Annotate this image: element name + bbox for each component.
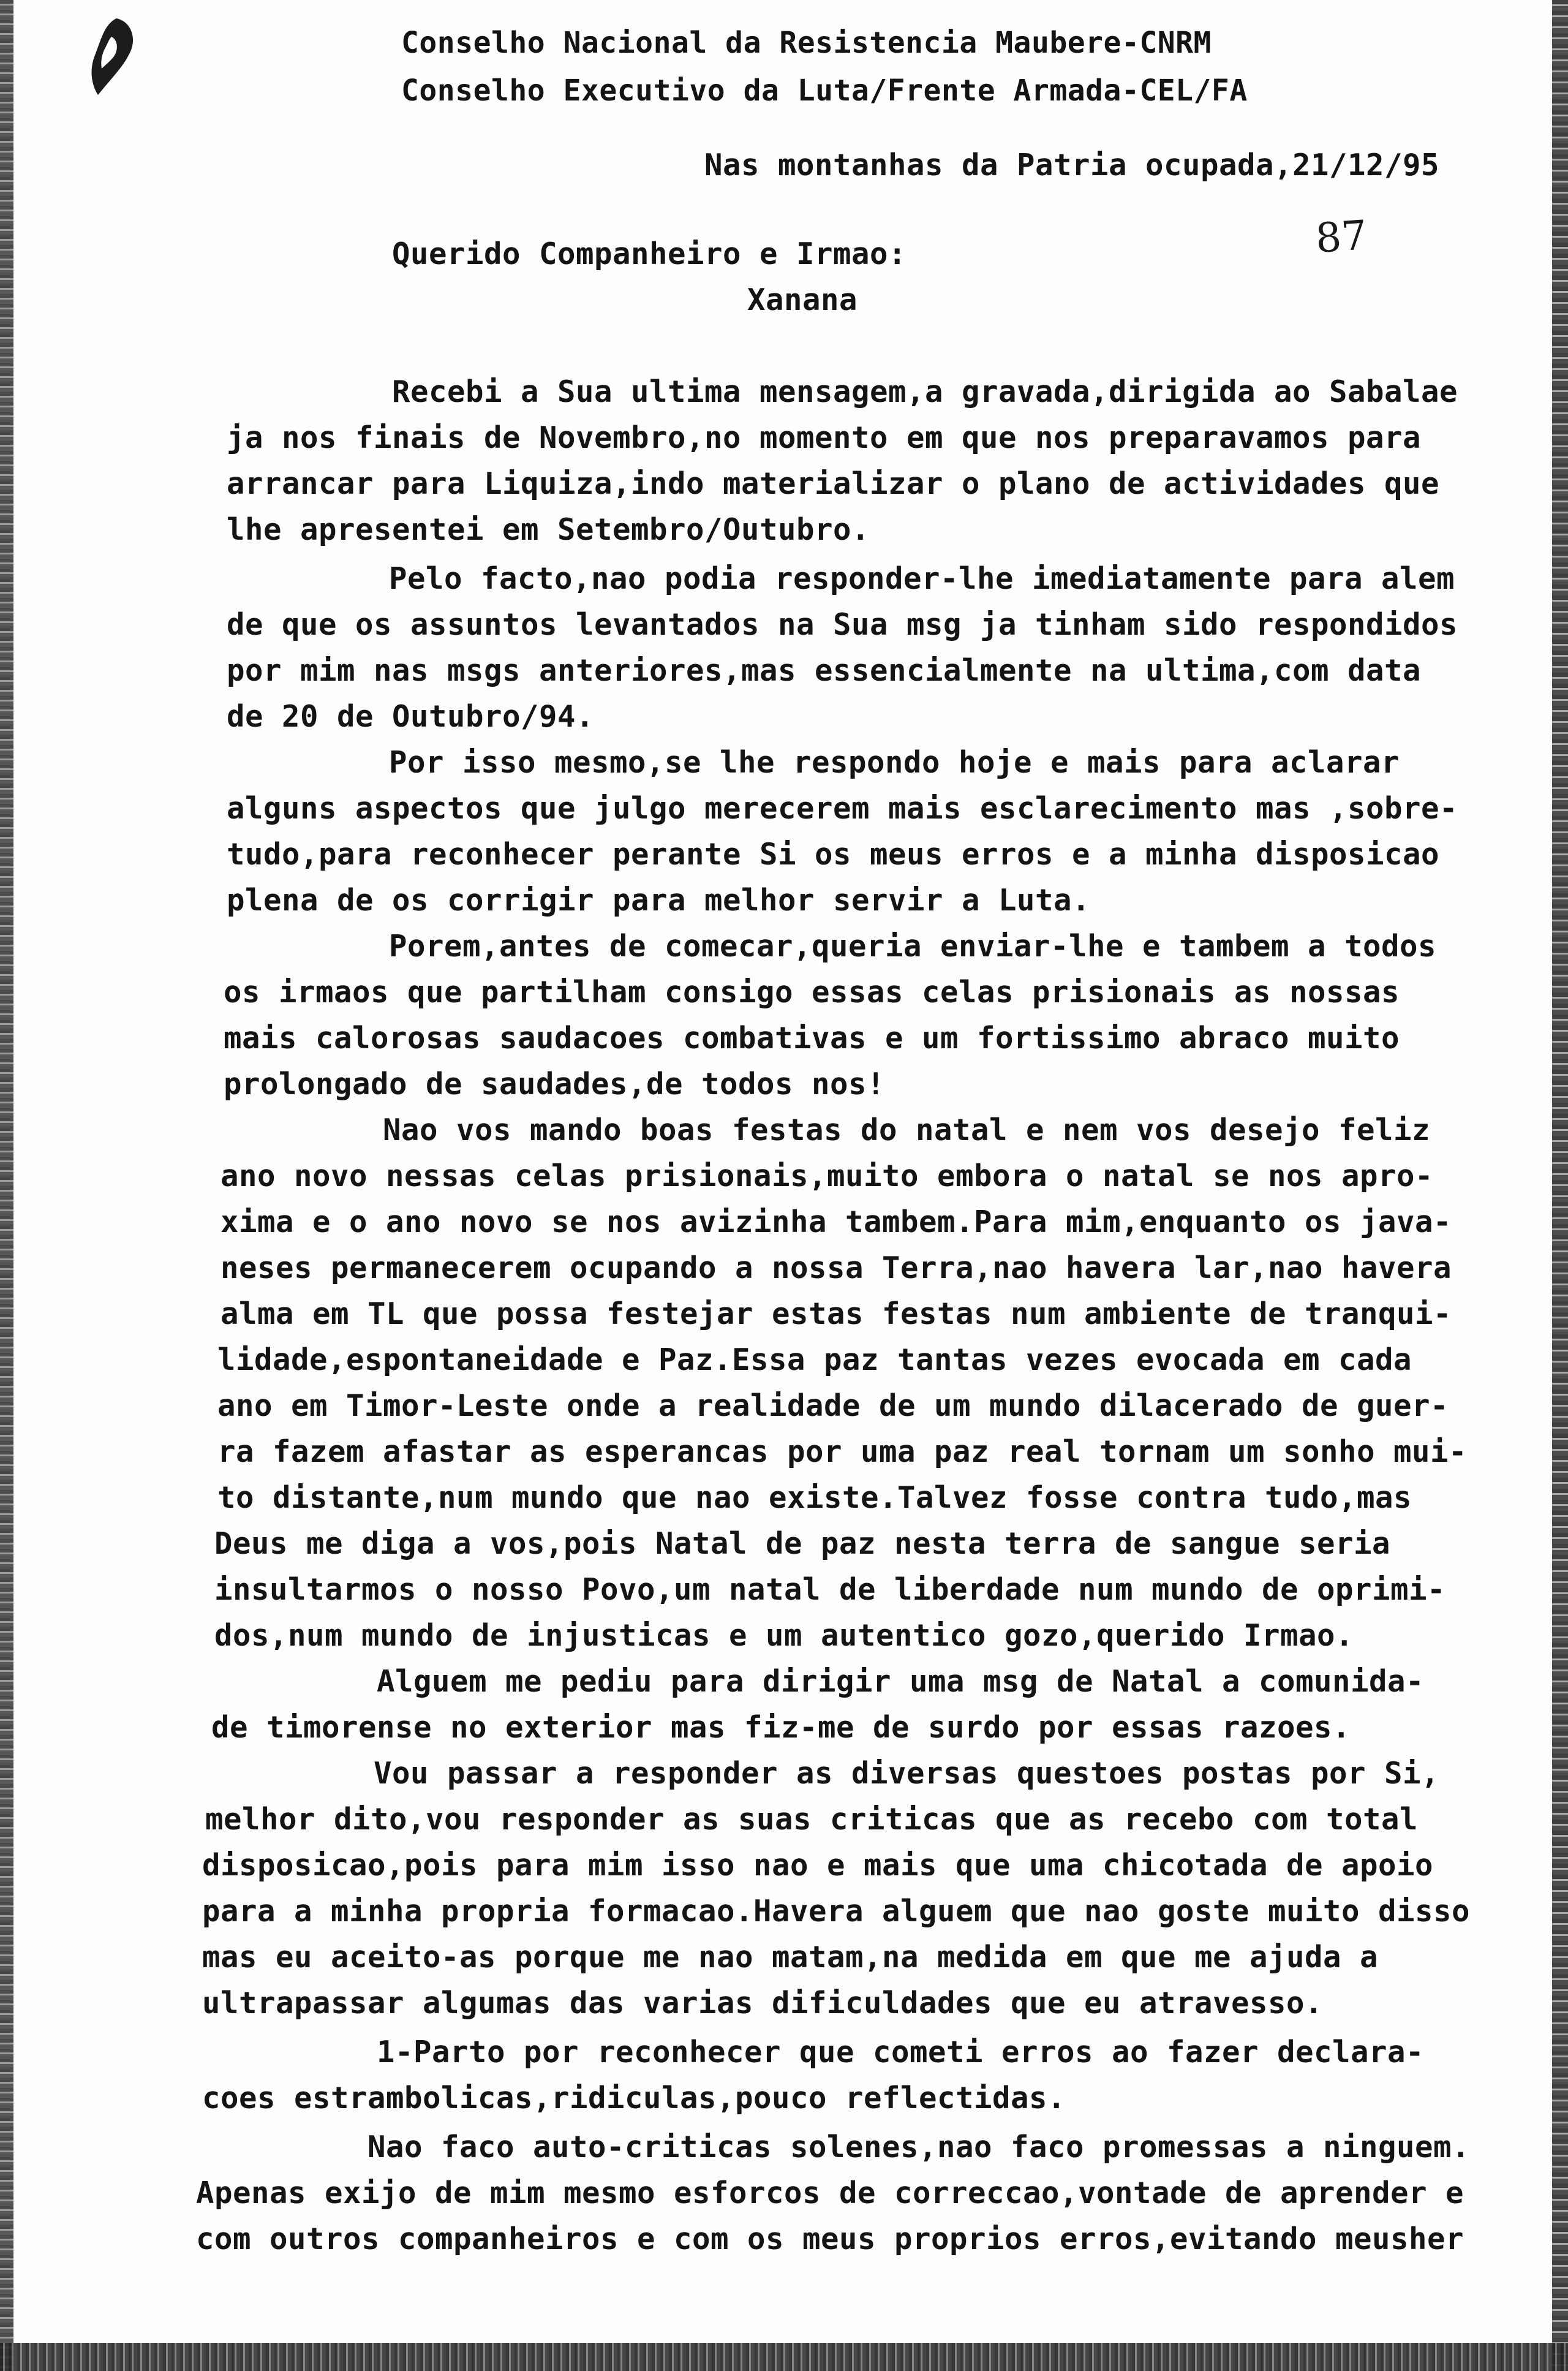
body-line: lhe apresentei em Setembro/Outubro. <box>227 512 870 547</box>
body-line: Deus me diga a vos,pois Natal de paz nesta terra de sangue seria <box>214 1526 1391 1561</box>
body-line: mas eu aceito-as porque me nao matam,na medida em que me ajuda a <box>202 1940 1379 1975</box>
body-line: lidade,espontaneidade e Paz.Essa paz tantas vezes evocada em cada <box>217 1342 1412 1377</box>
body-line: Nao faco auto-criticas solenes,nao faco promessas a ninguem. <box>368 2130 1471 2165</box>
body-line: coes estrambolicas,ridiculas,pouco reflectidas. <box>202 2081 1066 2116</box>
scan-edge-left <box>0 0 13 2371</box>
body-line: com outros companheiros e com os meus proprios erros,evitando meusher <box>196 2222 1464 2256</box>
body-line: arrancar para Liquiza,indo materializar o plano de actividades que <box>227 466 1440 501</box>
body-line: plena de os corrigir para melhor servir a Luta. <box>227 883 1091 918</box>
body-line: Alguem me pediu para dirigir uma msg de Natal a comunida- <box>377 1664 1425 1699</box>
body-line: ano em Timor-Leste onde a realidade de um mundo dilacerado de guer- <box>217 1388 1449 1423</box>
body-line: Pelo facto,nao podia responder-lhe imediatamente para alem <box>389 561 1455 596</box>
body-line: Porem,antes de comecar,queria enviar-lhe e tambem a todos <box>389 929 1437 964</box>
body-line: Recebi a Sua ultima mensagem,a gravada,dirigida ao Sabalae <box>392 374 1458 409</box>
salutation-line-1: Querido Companheiro e Irmao: <box>392 236 907 271</box>
body-line: para a minha propria formacao.Havera alguem que nao goste muito disso <box>202 1894 1471 1929</box>
body-line: de 20 de Outubro/94. <box>227 699 595 734</box>
punch-hole-mark-icon <box>74 12 147 104</box>
body-line: Por isso mesmo,se lhe respondo hoje e mais para aclarar <box>389 745 1400 780</box>
letterhead-line-1: Conselho Nacional da Resistencia Maubere-CNRM <box>401 26 1212 60</box>
scan-edge-right <box>1552 0 1568 2371</box>
body-line: alma em TL que possa festejar estas festas num ambiente de tranqui- <box>221 1296 1452 1331</box>
page-number-mark: 87 <box>1314 211 1369 262</box>
body-line: mais calorosas saudacoes combativas e um fortissimo abraco muito <box>224 1021 1400 1056</box>
body-line: Apenas exijo de mim mesmo esforcos de correccao,vontade de aprender e <box>196 2176 1464 2210</box>
body-line: tudo,para reconhecer perante Si os meus erros e a minha disposicao <box>227 837 1440 872</box>
body-line: ja nos finais de Novembro,no momento em que nos preparavamos para <box>227 420 1422 455</box>
place-date: Nas montanhas da Patria ocupada,21/12/95 <box>704 148 1440 183</box>
body-line: melhor dito,vou responder as suas criticas que as recebo com total <box>205 1802 1419 1837</box>
body-line: Vou passar a responder as diversas questoes postas por Si, <box>374 1756 1440 1791</box>
body-line: por mim nas msgs anteriores,mas essencialmente na ultima,com data <box>227 653 1422 688</box>
body-line: ultrapassar algumas das varias dificuldades que eu atravesso. <box>202 1986 1324 2021</box>
body-line: insultarmos o nosso Povo,um natal de liberdade num mundo de oprimi- <box>214 1572 1446 1607</box>
body-line: to distante,num mundo que nao existe.Talvez fosse contra tudo,mas <box>217 1480 1412 1515</box>
body-line: de timorense no exterior mas fiz-me de surdo por essas razoes. <box>211 1710 1351 1745</box>
body-line: xima e o ano novo se nos avizinha tambem.Para mim,enquanto os java- <box>221 1204 1452 1239</box>
body-line: ano novo nessas celas prisionais,muito embora o natal se nos apro- <box>221 1159 1434 1193</box>
body-line: dos,num mundo de injusticas e um autentico gozo,querido Irmao. <box>214 1618 1354 1653</box>
body-line: os irmaos que partilham consigo essas celas prisionais as nossas <box>224 975 1400 1010</box>
body-line: prolongado de saudades,de todos nos! <box>224 1067 886 1102</box>
body-line: de que os assuntos levantados na Sua msg ja tinham sido respondidos <box>227 607 1458 642</box>
body-line: Nao vos mando boas festas do natal e nem vos desejo feliz <box>383 1113 1431 1148</box>
body-line: neses permanecerem ocupando a nossa Terra,nao havera lar,nao havera <box>221 1250 1452 1285</box>
letterhead-line-2: Conselho Executivo da Luta/Frente Armada-CEL/FA <box>401 74 1248 108</box>
body-line: 1-Parto por reconhecer que cometi erros ao fazer declara- <box>377 2035 1425 2070</box>
scan-edge-bottom <box>0 2343 1568 2371</box>
body-line: ra fazem afastar as esperancas por uma paz real tornam um sonho mui- <box>217 1434 1468 1469</box>
body-line: alguns aspectos que julgo merecerem mais esclarecimento mas ,sobre- <box>227 791 1458 826</box>
salutation-line-2: Xanana <box>747 282 858 317</box>
body-line: disposicao,pois para mim isso nao e mais que uma chicotada de apoio <box>202 1848 1434 1883</box>
